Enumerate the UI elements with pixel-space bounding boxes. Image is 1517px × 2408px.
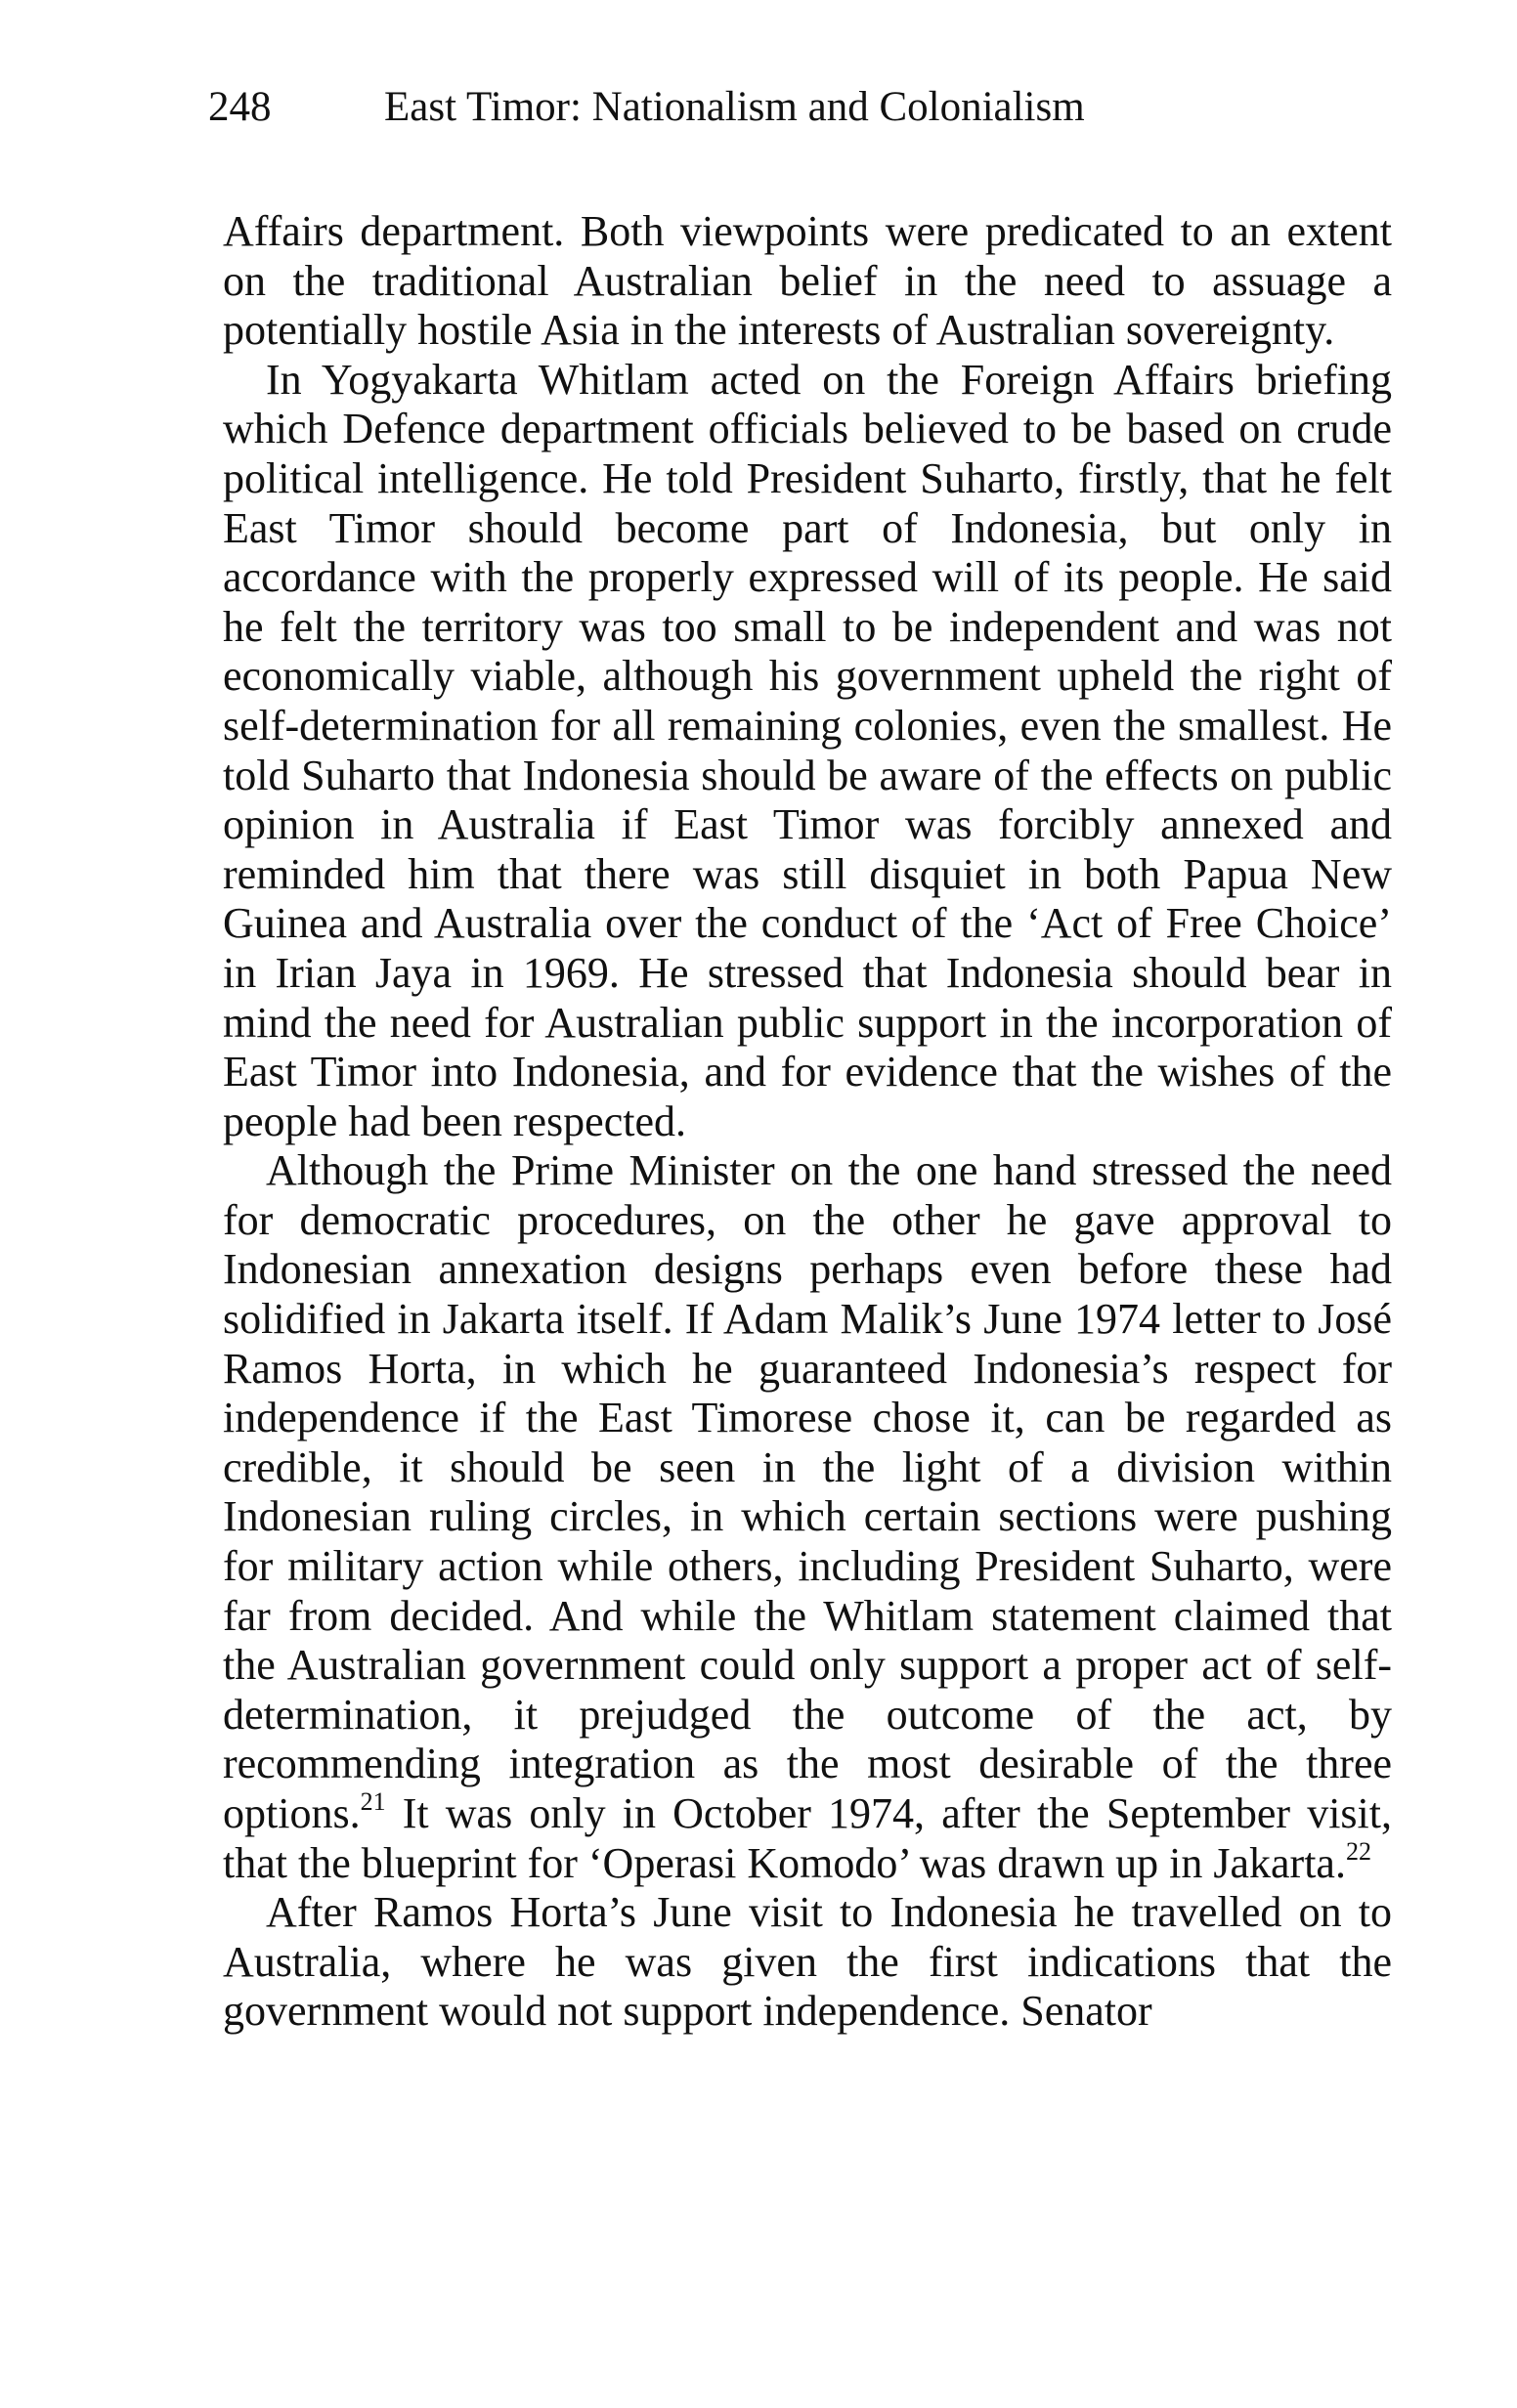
paragraph-4: After Ramos Horta’s June visit to Indonesia he travelled on to Australia, where he was given the first indications that the government would not support independence. Senator <box>223 1888 1392 2036</box>
paragraph-2: In Yogyakarta Whitlam acted on the Foreign Affairs briefing which Defence department officials believed to be based on crude political intelligence. He told President Suharto, firstly, that he felt East Timor should become part of Indonesia, but only in accordance with the properly expressed will of its people. He said he felt the territory was too small to be independent and was not economically viable, although his government upheld the right of self-determination for all remaining colonies, even the smallest. He told Suharto that Indonesia should be aware of the effects on public opinion in Australia if East Timor was forcibly annexed and reminded him that there was still disquiet in both Papua New Guinea and Australia over the conduct of the ‘Act of Free Choice’ in Irian Jaya in 1969. He stressed that Indonesia should bear in mind the need for Australian public support in the incorporation of East Timor into Indonesia, and for evidence that the wishes of the people had been respected. <box>223 355 1392 1145</box>
footnote-marker-21: 21 <box>360 1787 386 1816</box>
paragraph-3 <box>223 1146 1392 1888</box>
footnote-marker-22: 22 <box>1345 1836 1371 1866</box>
paragraph-1: Affairs department. Both viewpoints were predicated to an extent on the traditional Australian belief in the need to assuage a potentially hostile Asia in the interests of Australian sovereignty. <box>223 207 1392 355</box>
running-head <box>208 80 1381 135</box>
paragraph-3-text-a: Although the Prime Minister on the one hand stressed the need for democratic procedures, on the other he gave approval to Indonesian annexation designs perhaps even before these had solidified in Jakarta itself. If Adam Malik’s June 1974 letter to José Ramos Horta, in which he guaranteed Indonesia’s respect for independence if the East Timorese chose it, can be regarded as credible, it should be seen in the light of a division within Indonesian ruling circles, in which certain sections were pushing for military action while others, including President Suharto, were far from decided. And while the Whitlam statement claimed that the Australian government could only support a proper act of self-determination, it prejudged the outcome of the act, by recommending integration as the most desirable of the three options. <box>223 1146 1392 1837</box>
paragraph-3-text-b: It was only in October 1974, after the September visit, that the blueprint for ‘Operasi Komodo’ was drawn up in Jakarta. <box>223 1789 1392 1887</box>
body-text <box>223 207 1392 2037</box>
page-number: 248 <box>208 84 272 130</box>
running-title: East Timor: Nationalism and Colonialism <box>384 84 1085 130</box>
